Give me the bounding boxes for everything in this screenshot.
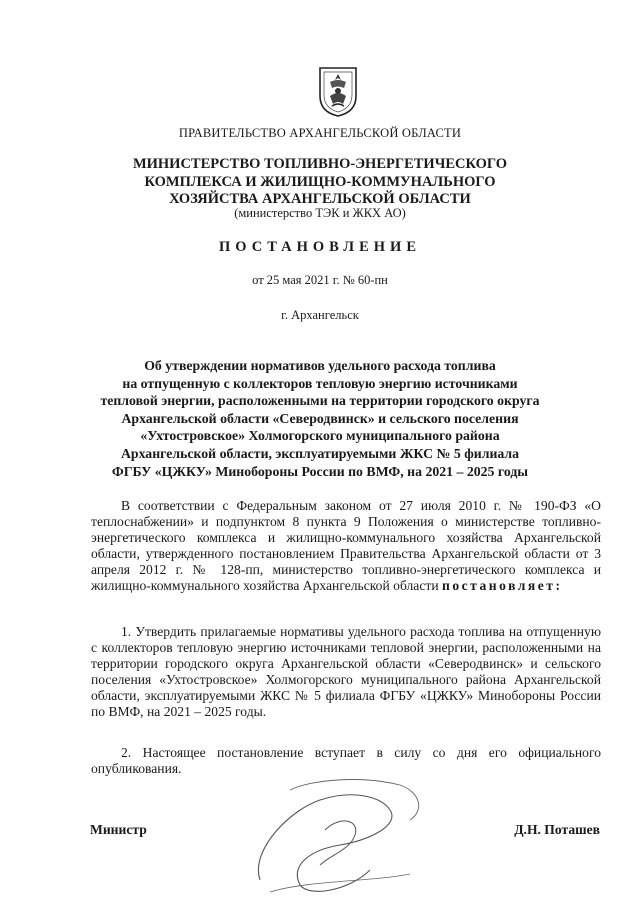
coat-of-arms-icon [318, 66, 358, 118]
ministry-name [0, 156, 640, 209]
document-subject [0, 357, 640, 480]
subject-line: Об утверждении нормативов удельного расхода топлива [144, 358, 496, 373]
decree-word: постановляет: [442, 578, 563, 594]
ministry-line: ХОЗЯЙСТВА АРХАНГЕЛЬСКОЙ ОБЛАСТИ [169, 191, 471, 207]
ministry-abbreviation: (министерство ТЭК и ЖКХ АО) [234, 206, 406, 220]
ministry-line: КОМПЛЕКСА И ЖИЛИЩНО-КОММУНАЛЬНОГО [144, 173, 496, 190]
subject-line: ФГБУ «ЦЖКУ» Минобороны России по ВМФ, на 2021 – 2025 годы [111, 463, 529, 479]
subject-line: на отпущенную с коллекторов тепловую энергию источниками [122, 375, 518, 391]
item-2-paragraph: 2. Настоящее постановление вступает в силу со дня его официального опубликования. [91, 745, 601, 777]
item-1-paragraph: 1. Утвердить прилагаемые нормативы удельного расхода топлива на отпущенную с коллекторов тепловую энергию источниками тепловой энергии, расположенными на территории городского округа Архангельской области «Северодвинск» и сельского поселения «Ухтостровское» Холмогорского муниципального района Архангельской области, эксплуатируемыми ЖКС № 5 филиала ФГБУ «ЦЖКУ» Минобороны России по ВМФ, на 2021 – 2025 годы. [91, 624, 601, 720]
document-date-number: от 25 мая 2021 г. № 60-пн [252, 273, 388, 287]
government-name: ПРАВИТЕЛЬСТВО АРХАНГЕЛЬСКОЙ ОБЛАСТИ [178, 126, 462, 140]
subject-line: Архангельской области, эксплуатируемыми ЖКС № 5 филиала [120, 445, 520, 461]
document-city: г. Архангельск [281, 308, 359, 322]
subject-line: Архангельской области «Северодвинск» и сельского поселения [121, 410, 519, 426]
signer-role: Министр [90, 822, 147, 837]
document-title: ПОСТАНОВЛЕНИЕ [218, 239, 421, 255]
signer-name: Д.Н. Поташев [514, 822, 600, 837]
ministry-line: МИНИСТЕРСТВО ТОПЛИВНО-ЭНЕРГЕТИЧЕСКОГО [132, 156, 508, 172]
handwritten-signature [230, 770, 440, 900]
preamble-text: В соответствии с Федеральным законом от 27 июля 2010 г. № 190-ФЗ «О теплоснабжении» и подпунктом 8 пункта 9 Положения о министерстве топливно-энергетического комплекса и жилищно-коммунального хозяйства Архангельской области, утвержденного постановлением Правительства Архангельской области от 3 апреля 2012 г. № 128-пп, министерство топливно-энергетического комплекса и жилищно-коммунального хозяйства Архангельской области [91, 498, 601, 594]
subject-line: тепловой энергии, расположенными на территории городского округа [100, 393, 540, 409]
subject-line: «Ухтостровское» Холмогорского муниципального района [140, 428, 500, 444]
preamble-paragraph [91, 498, 601, 595]
